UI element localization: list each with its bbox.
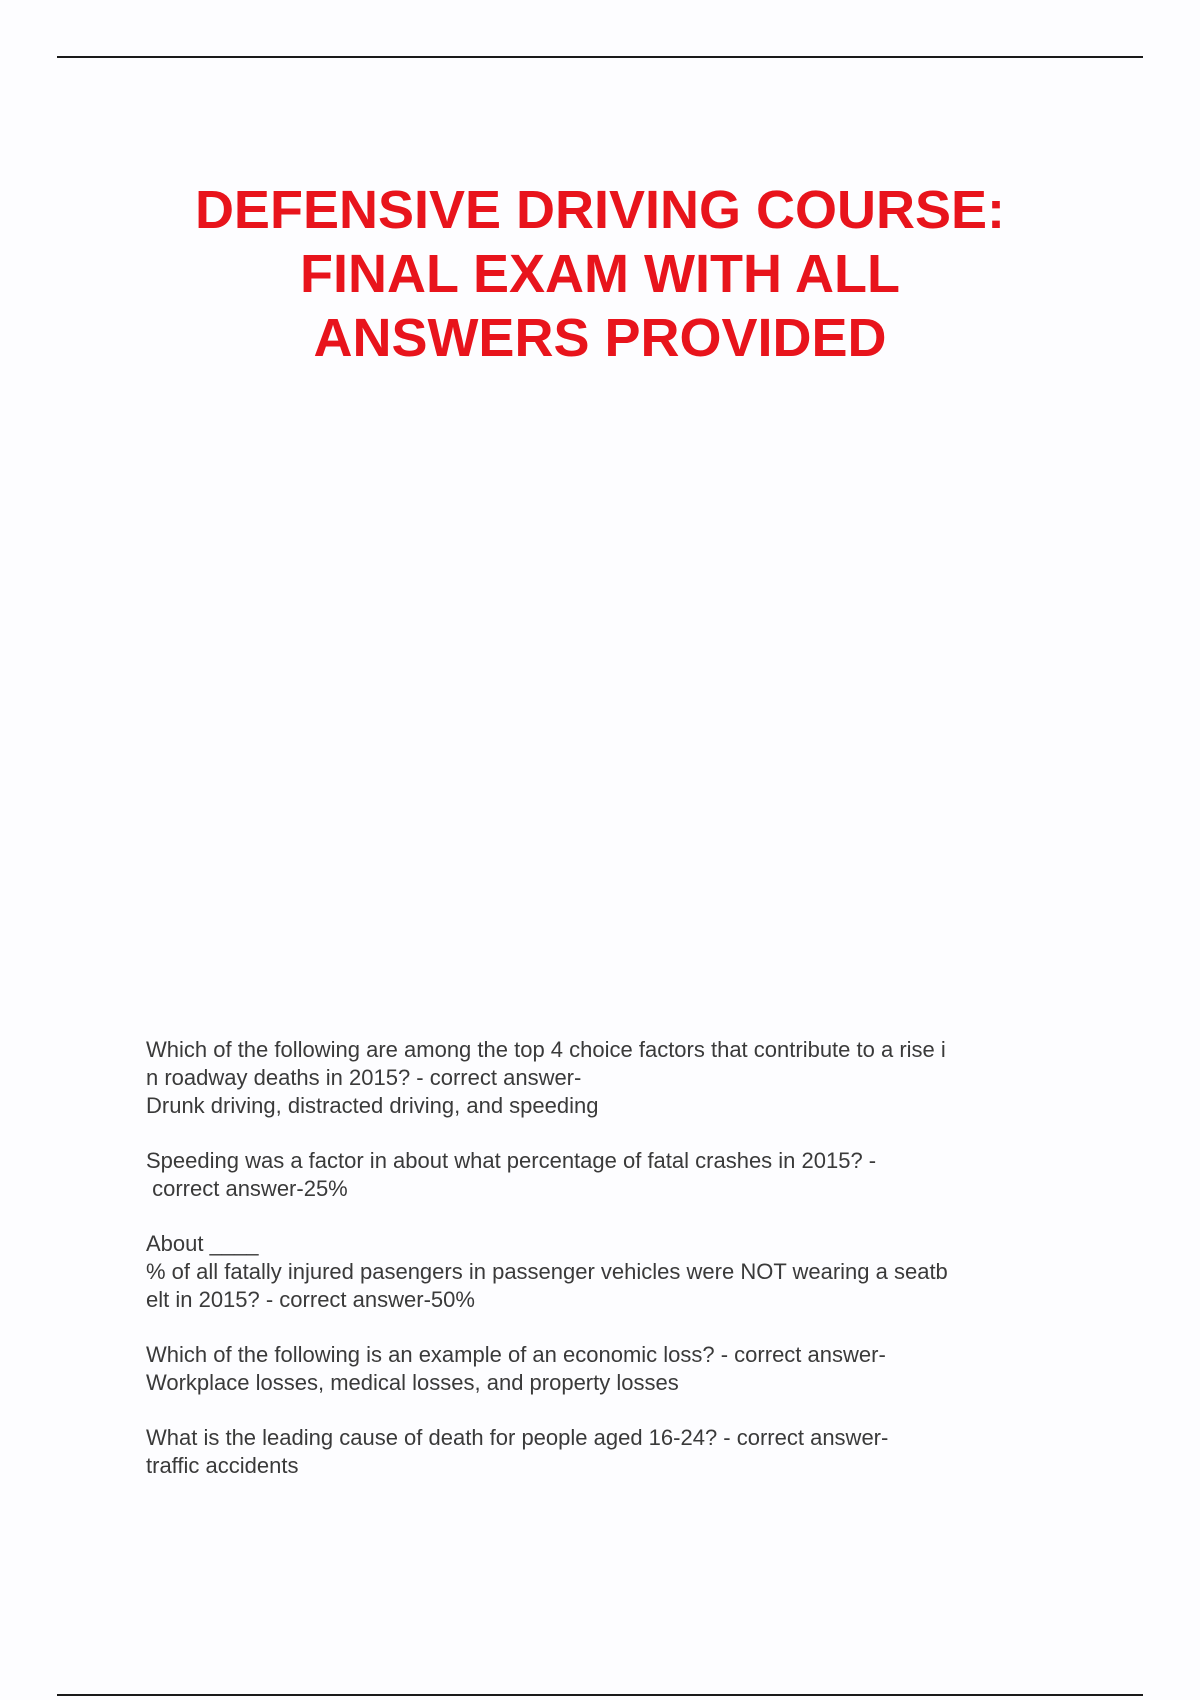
qa-text-line: n roadway deaths in 2015? - correct answer- xyxy=(146,1065,582,1090)
qa-item xyxy=(146,1230,1066,1314)
qa-text-line: About ____ xyxy=(146,1231,259,1256)
qa-text-line: Drunk driving, distracted driving, and speeding xyxy=(146,1093,599,1118)
qa-text-line: Which of the following is an example of an economic loss? - correct answer- xyxy=(146,1342,886,1367)
qa-text-line: elt in 2015? - correct answer-50% xyxy=(146,1287,475,1312)
qa-item xyxy=(146,1424,1066,1480)
qa-text-line: traffic accidents xyxy=(146,1453,299,1478)
title-line: ANSWERS PROVIDED xyxy=(313,308,887,368)
qa-item xyxy=(146,1147,1066,1203)
qa-text-line: Which of the following are among the top 4 choice factors that contribute to a rise i xyxy=(146,1037,946,1062)
qa-text-line: correct answer-25% xyxy=(146,1176,348,1201)
qa-text-line: What is the leading cause of death for people aged 16-24? - correct answer- xyxy=(146,1425,889,1450)
qa-text-line: Workplace losses, medical losses, and property losses xyxy=(146,1370,679,1395)
bottom-rule xyxy=(57,1694,1143,1696)
qa-item xyxy=(146,1341,1066,1397)
qa-text-line: Speeding was a factor in about what percentage of fatal crashes in 2015? - xyxy=(146,1148,877,1173)
qa-text-line: % of all fatally injured pasengers in passenger vehicles were NOT wearing a seatb xyxy=(146,1259,948,1284)
document-title xyxy=(120,178,1080,370)
top-rule xyxy=(57,56,1143,58)
title-line: DEFENSIVE DRIVING COURSE: xyxy=(194,180,1006,240)
qa-item xyxy=(146,1036,1066,1120)
title-line: FINAL EXAM WITH ALL xyxy=(300,244,900,304)
question-answer-list xyxy=(146,1036,1066,1507)
